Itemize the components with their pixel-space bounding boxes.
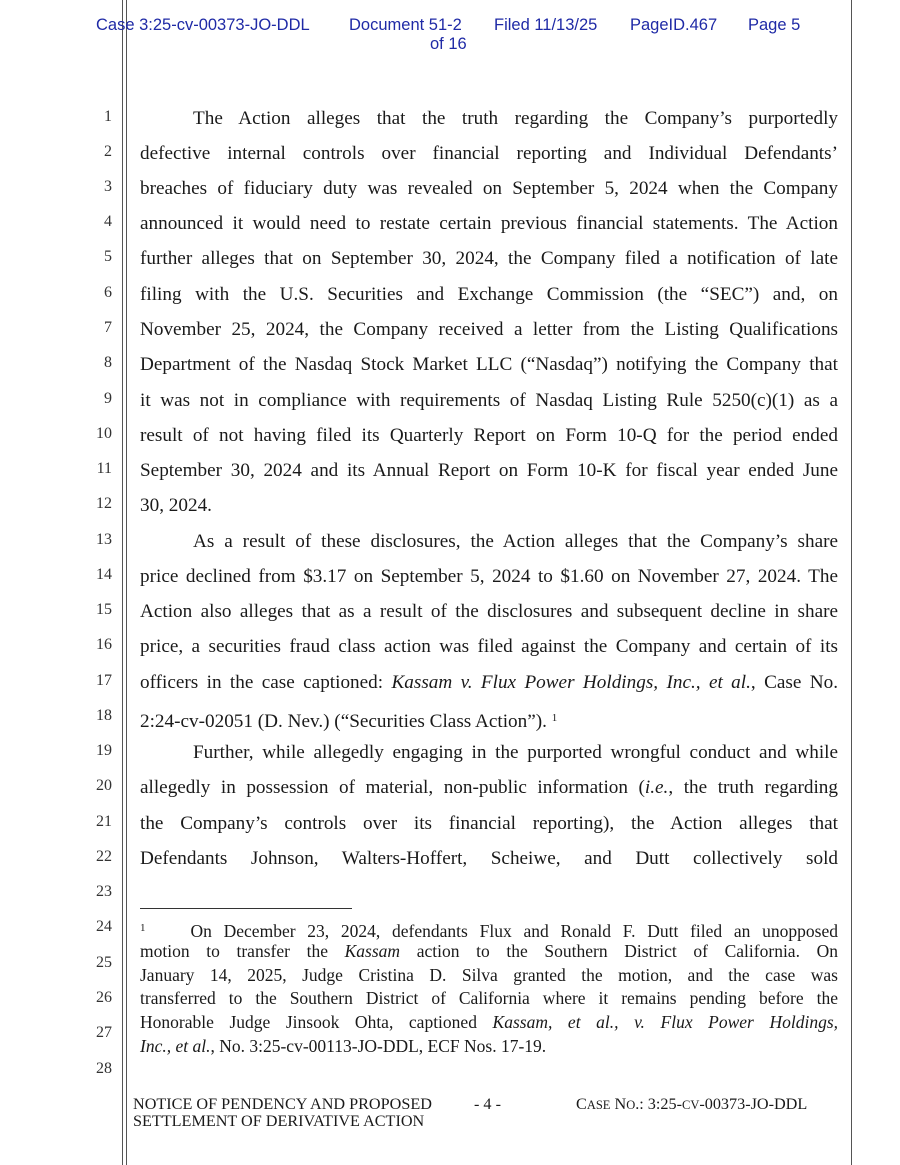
body-line: breaches of fiduciary duty was revealed on September 5, 2024 when the Company [140,178,838,199]
footnote-line: Honorable Judge Jinsook Ohta, captioned Kassam, et al., v. Flux Power Holdings, [140,1012,838,1032]
footnote-line: January 14, 2025, Judge Cristina D. Silva granted the motion, and the case was [140,965,838,985]
footnote-line: $^1$ On December 23, 2024, defendants Flux and Ronald F. Dutt filed an unopposed [140,921,838,941]
footnote-separator [140,908,352,909]
line-number: 4 [104,213,112,230]
body-line: November 25, 2024, the Company received a letter from the Listing Qualifications [140,319,838,340]
line-number: 20 [96,777,112,794]
header-pageid: PageID.467 [630,16,718,34]
line-number: 12 [96,495,112,512]
body-line: September 30, 2024 and its Annual Report on Form 10-K for fiscal year ended June [140,460,838,481]
right-margin-rule [851,0,852,1165]
body-line: Action also alleges that as a result of the disclosures and subsequent decline in share [140,601,838,622]
line-number: 8 [104,354,112,371]
footer-case-number: CASE NO.: 3:25-CV-00373-JO-DDL [576,1095,808,1113]
body-line: Department of the Nasdaq Stock Market LLC (“Nasdaq”) notifying the Company that [140,354,838,375]
line-number: 22 [96,848,112,865]
line-number: 28 [96,1060,112,1077]
header-case: Case 3:25-cv-00373-JO-DDL [96,16,310,34]
header-document: Document 51-2 [349,16,462,34]
body-line: As a result of these disclosures, the Action alleges that the Company’s share [193,531,838,552]
line-number: 23 [96,883,112,900]
header-filed: Filed 11/13/25 [494,16,598,34]
line-number: 1 [104,108,112,125]
body-line: The Action alleges that the truth regarding the Company’s purportedly [193,108,838,129]
body-line: further alleges that on September 30, 2024, the Company filed a notification of late [140,248,838,269]
body-line: it was not in compliance with requirements of Nasdaq Listing Rule 5250(c)(1) as a [140,390,838,411]
line-number: 16 [96,636,112,653]
line-number: 15 [96,601,112,618]
line-number: 3 [104,178,112,195]
footer-title: NOTICE OF PENDENCY AND PROPOSED SETTLEMENT OF DERIVATIVE ACTION [133,1095,432,1130]
body-line: announced it would need to restate certain previous financial statements. The Action [140,213,838,234]
line-number: 6 [104,284,112,301]
body-line: price, a securities fraud class action was filed against the Company and certain of its [140,636,838,657]
line-number: 17 [96,672,112,689]
line-number: 9 [104,390,112,407]
body-line: 2:24-cv-02051 (D. Nev.) (“Securities Class Action”). $^1$ [140,711,558,732]
left-margin-rule-inner [126,0,127,1165]
body-line: the Company’s controls over its financial reporting), the Action alleges that [140,813,838,834]
line-number: 2 [104,143,112,160]
footnote-line: Inc., et al., No. 3:25-cv-00113-JO-DDL, ECF Nos. 17-19. [140,1036,547,1056]
footer-page-number: - 4 - [474,1095,501,1113]
line-number: 25 [96,954,112,971]
header-page: Page 5 [748,16,801,34]
line-number: 14 [96,566,112,583]
body-line: allegedly in possession of material, non-public information (i.e., the truth regarding [140,777,838,798]
line-number: 21 [96,813,112,830]
line-number: 19 [96,742,112,759]
header-of: of 16 [430,35,467,53]
body-line: result of not having filed its Quarterly Report on Form 10-Q for the period ended [140,425,838,446]
footnote-marker: 1 [140,922,146,934]
body-line: filing with the U.S. Securities and Exchange Commission (the “SEC”) and, on [140,284,838,305]
body-line: defective internal controls over financial reporting and Individual Defendants’ [140,143,838,164]
line-number: 5 [104,248,112,265]
body-line: Further, while allegedly engaging in the purported wrongful conduct and while [193,742,838,763]
body-line: price declined from $3.17 on September 5, 2024 to $1.60 on November 27, 2024. The [140,566,838,587]
line-number: 13 [96,531,112,548]
line-number: 10 [96,425,112,442]
footnote-line: transferred to the Southern District of California where it remains pending before the [140,988,838,1008]
body-line: 30, 2024. [140,495,212,516]
footnote-line: motion to transfer the Kassam action to the Southern District of California. On [140,941,838,961]
line-number: 18 [96,707,112,724]
line-number: 27 [96,1024,112,1041]
line-number: 7 [104,319,112,336]
line-number: 26 [96,989,112,1006]
footnote-reference[interactable]: 1 [551,712,558,724]
body-line: Defendants Johnson, Walters-Hoffert, Scheiwe, and Dutt collectively sold [140,848,838,869]
left-margin-rule-outer [122,0,123,1165]
line-number: 11 [96,460,112,477]
line-number: 24 [96,918,112,935]
body-line: officers in the case captioned: Kassam v. Flux Power Holdings, Inc., et al., Case No. [140,672,838,693]
